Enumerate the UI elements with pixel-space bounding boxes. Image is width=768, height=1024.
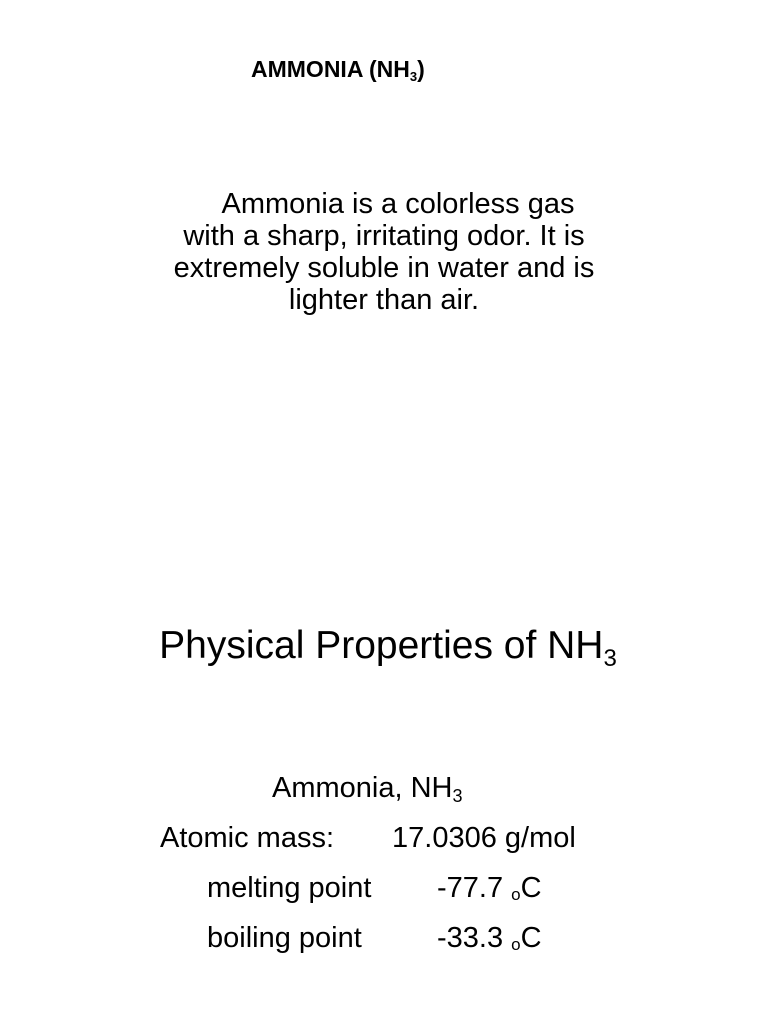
document-title: [251, 54, 425, 84]
melting-point-number: -77.7: [437, 872, 504, 904]
title-close-paren: ): [417, 56, 425, 82]
intro-line-3: extremely soluble in water and is: [173, 252, 595, 284]
section-heading: [0, 620, 768, 672]
atomic-mass-label: Atomic mass:: [160, 822, 335, 854]
boiling-point-degree: o: [511, 935, 521, 954]
intro-line-1: [100, 188, 668, 220]
atomic-mass-value: 17.0306 g/mol: [392, 822, 576, 854]
intro-line-4: lighter than air.: [288, 284, 480, 316]
melting-point-degree: o: [511, 885, 521, 904]
boiling-point-number: -33.3: [437, 922, 504, 954]
melting-point-unit: C: [520, 872, 542, 904]
boiling-point-value: [437, 918, 542, 958]
intro-paragraph: [100, 188, 668, 316]
compound-text: Ammonia, NH: [272, 772, 453, 804]
boiling-point-label: boiling point: [207, 922, 362, 954]
title-text: AMMONIA (NH: [251, 56, 410, 82]
compound-subscript: 3: [452, 786, 463, 806]
heading-subscript: 3: [603, 645, 617, 672]
compound-row: [272, 768, 463, 808]
intro-line-1-text: Ammonia is a colorless gas: [221, 188, 575, 220]
intro-line-2: with a sharp, irritating odor. It is: [183, 220, 585, 252]
melting-point-value: [437, 868, 542, 908]
melting-point-label: melting point: [207, 872, 372, 904]
heading-text: Physical Properties of NH: [159, 624, 604, 667]
boiling-point-unit: C: [520, 922, 542, 954]
title-subscript: 3: [409, 69, 418, 84]
